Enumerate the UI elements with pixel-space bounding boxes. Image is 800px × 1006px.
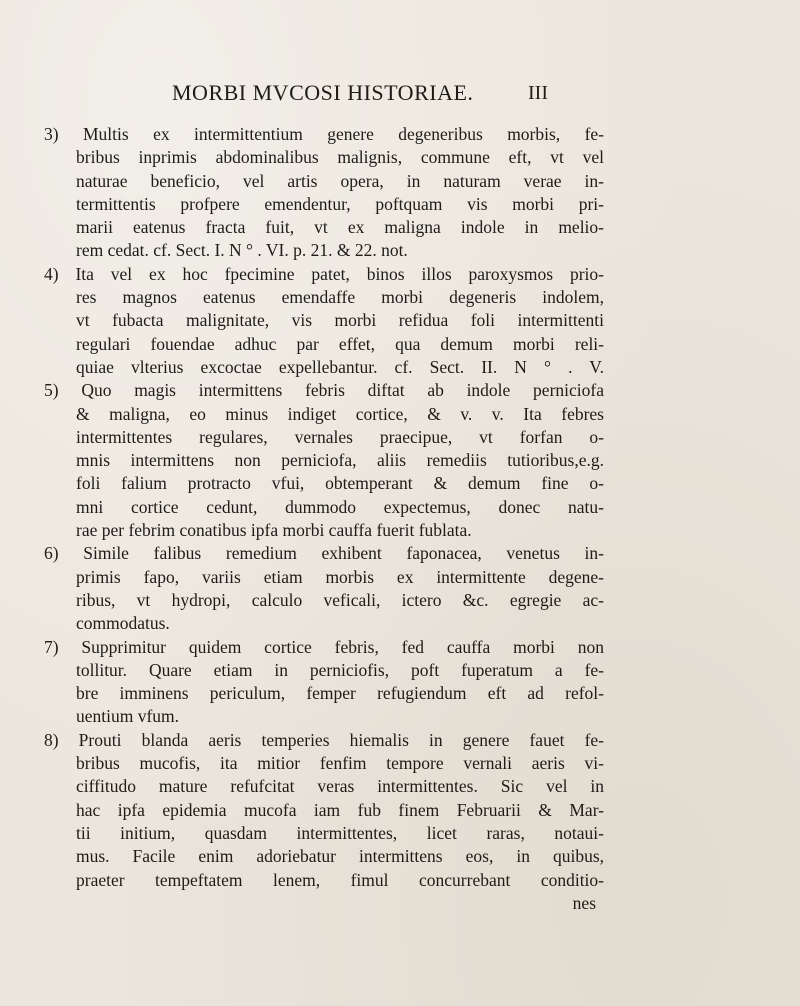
text-line: rae per febrim conatibus ipfa morbi cauffa fuerit fublata. [76, 520, 472, 541]
text-line: termittentis profpere emendentur, poftquam vis morbi pri- [76, 193, 604, 214]
text-line: vt fubacta malignitate, vis morbi refidua foli intermittenti [76, 310, 604, 331]
text-line: tollitur. Quare etiam in perniciofis, poft fuperatum a fe- [76, 659, 604, 680]
text-line: 7) Supprimitur quidem cortice febris, fed cauffa morbi non [44, 636, 604, 657]
text-line: bre imminens periculum, femper refugiendum eft ad refol- [76, 683, 604, 704]
text-line: 8) Prouti blanda aeris temperies hiemalis in genere fauet fe- [44, 729, 604, 750]
text-line: 5) Quo magis intermittens febris diftat ab indole perniciofa [44, 380, 604, 401]
text-line: rem cedat. cf. Sect. I. N ° . VI. p. 21. & 22. not. [76, 240, 408, 261]
text-line: quiae vlterius excoctae expellebantur. cf. Sect. II. N ° . V. [76, 356, 604, 377]
page-number: III [528, 82, 548, 104]
text-line: regulari fouendae adhuc par effet, qua demum morbi reli- [76, 333, 604, 354]
text-line: foli falium protracto vfui, obtemperant & demum fine o- [76, 473, 604, 494]
text-line: 4) Ita vel ex hoc fpecimine patet, binos illos paroxysmos prio- [44, 263, 604, 284]
text-line: tii initium, quasdam intermittentes, licet raras, notaui- [76, 822, 604, 843]
text-line: uentium vfum. [76, 706, 180, 727]
text-line: hac ipfa epidemia mucofa iam fub finem Februarii & Mar- [76, 799, 604, 820]
text-line: primis fapo, variis etiam morbis ex intermittente degene- [76, 566, 604, 587]
text-line: commodatus. [76, 613, 170, 634]
text-line: marii eatenus fracta fuit, vt ex maligna indole in melio- [76, 217, 604, 238]
text-line: mnis intermittens non perniciofa, aliis remediis tutioribus,e.g. [76, 450, 604, 471]
text-line: intermittentes regulares, vernales praecipue, vt forfan o- [76, 426, 604, 447]
running-title: MORBI MVCOSI HISTORIAE. [172, 80, 474, 105]
text-line: praeter tempeftatem lenem, fimul concurrebant conditio- [76, 869, 604, 890]
text-line: naturae beneficio, vel artis opera, in naturam verae in- [76, 170, 604, 191]
page-header [0, 80, 800, 110]
text-line: & maligna, eo minus indiget cortice, & v. v. Ita febres [76, 403, 604, 424]
text-line: ribus, vt hydropi, calculo veficali, ictero &c. egregie ac- [76, 589, 604, 610]
body-text [44, 123, 604, 915]
text-line: bribus mucofis, ita mitior fenfim tempore vernali aeris vi- [76, 753, 604, 774]
text-line: mus. Facile enim adoriebatur intermittens eos, in quibus, [76, 846, 604, 867]
text-line: ciffitudo mature refufcitat veras intermittentes. Sic vel in [76, 776, 604, 797]
text-line: 3) Multis ex intermittentium genere degeneribus morbis, fe- [44, 124, 604, 144]
text-line: nes [572, 892, 596, 913]
text-line: bribus inprimis abdominalibus malignis, commune eft, vt vel [76, 147, 604, 168]
text-line: mni cortice cedunt, dummodo expectemus, donec natu- [76, 496, 604, 517]
text-line: res magnos eatenus emendaffe morbi degeneris indolem, [76, 287, 604, 308]
text-line: 6) Simile falibus remedium exhibent faponacea, venetus in- [44, 543, 604, 564]
